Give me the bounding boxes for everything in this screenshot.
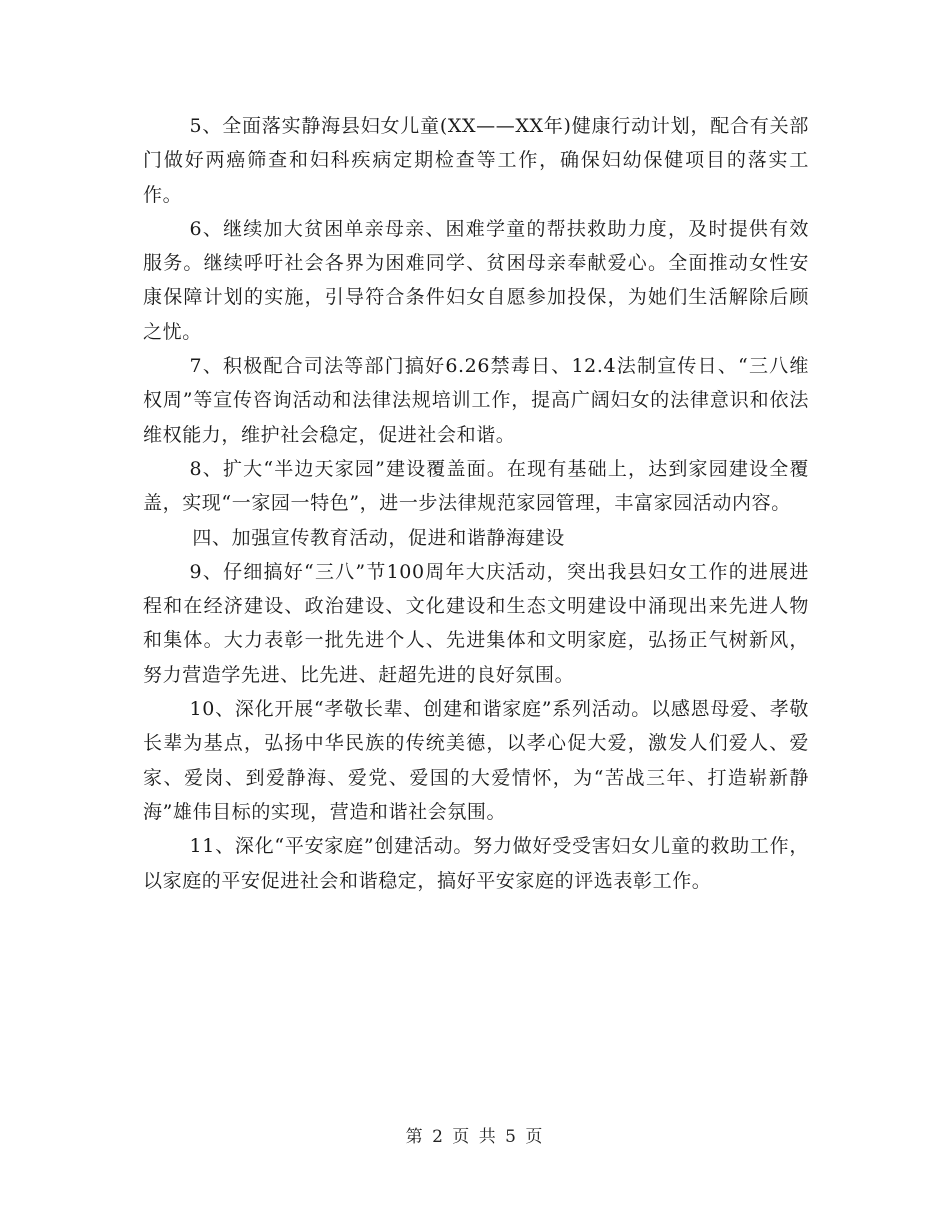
page-footer: 第 2 页 共 5 页	[405, 1127, 545, 1147]
paragraph-item-10: 10、深化开展“孝敬长辈、创建和谐家庭”系列活动。以感恩母爱、孝敬长辈为基点，弘扬中华民族的传统美德，以孝心促大爱，激发人们爱人、爱家、爱岗、到爱静海、爱党、爱国的大爱情怀，为“苦战三年、打造崭新静海”雄伟目标的实现，营造和谐社会氛围。	[143, 698, 809, 823]
paragraph-item-11: 11、深化“平安家庭”创建活动。努力做好受受害妇女儿童的救助工作，以家庭的平安促进社会和谐稳定，搞好平安家庭的评选表彰工作。	[143, 835, 809, 892]
paragraph-item-5: 5、全面落实静海县妇女儿童(XX——XX年)健康行动计划，配合有关部门做好两癌筛查和妇科疾病定期检查等工作，确保妇幼保健项目的落实工作。	[143, 115, 809, 206]
paragraph-item-9: 9、仔细搞好“三八”节100周年大庆活动，突出我县妇女工作的进展进程和在经济建设、政治建设、文化建设和生态文明建设中涌现出来先进人物和集体。大力表彰一批先进个人、先进集体和文明家庭，弘扬正气树新风，努力营造学先进、比先进、赶超先进的良好氛围。	[143, 560, 809, 686]
paragraph-item-7: 7、积极配合司法等部门搞好6.26禁毒日、12.4法制宣传日、“三八维权周”等宣传咨询活动和法律法规培训工作，提高广阔妇女的法律意识和依法维权能力，维护社会稳定，促进社会和谐。	[143, 355, 809, 446]
section-heading-4: 四、加强宣传教育活动，促进和谐静海建设	[192, 526, 565, 549]
paragraph-item-6: 6、继续加大贫困单亲母亲、困难学童的帮扶救助力度，及时提供有效服务。继续呼吁社会各界为困难同学、贫困母亲奉献爱心。全面推动女性安康保障计划的实施，引导符合条件妇女自愿参加投保，为她们生活解除后顾之忧。	[143, 217, 809, 343]
document-body	[143, 109, 809, 898]
paragraph-item-8: 8、扩大“半边天家园”建设覆盖面。在现有基础上，达到家园建设全覆盖，实现“一家园一特色”，进一步法律规范家园管理，丰富家园活动内容。	[143, 457, 809, 515]
